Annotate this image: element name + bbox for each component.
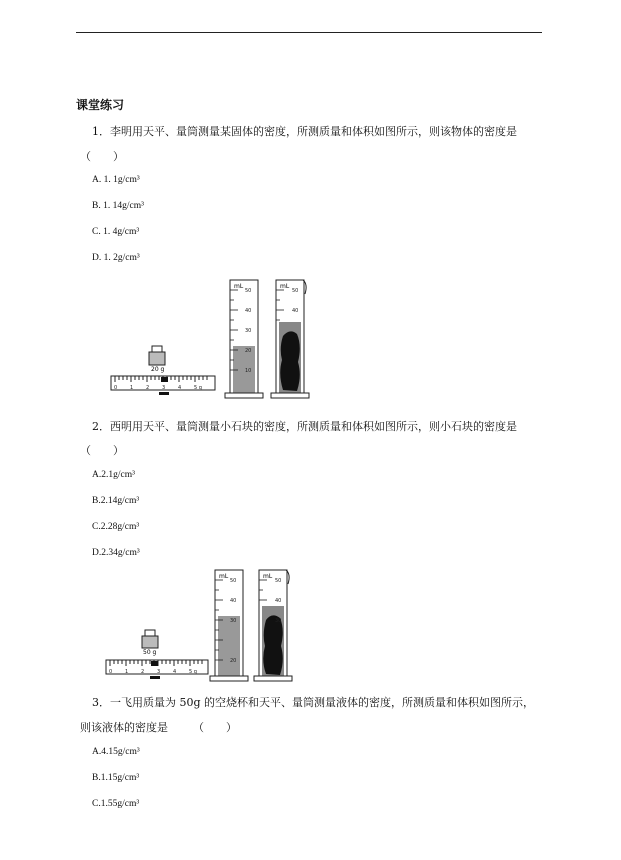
scale-tick-1: 1: [130, 385, 134, 391]
question-2-stem: 2．西明用天平、量筒测量小石块的密度，所测质量和体积如图所示，则小石块的密度是: [92, 420, 517, 433]
measuring-cylinder-1: [225, 280, 263, 398]
cylinder-1-tick-10: 10: [245, 368, 252, 374]
weight-label: 20 g: [151, 366, 165, 373]
question-3-option-c: C.1.55g/cm³: [92, 799, 140, 809]
question-3-option-b: B.1.15g/cm³: [92, 773, 140, 783]
measuring-cylinder-2: [254, 570, 292, 681]
question-1-stem: 1．李明用天平、量筒测量某固体的密度，所测质量和体积如图所示，则该物体的密度是: [92, 125, 517, 138]
cylinder-1-tick-40: 40: [230, 598, 237, 604]
measuring-cylinder-1: [210, 570, 248, 681]
question-2-option-a: A.2.1g/cm³: [92, 470, 135, 480]
cylinder-1-tick-50: 50: [230, 578, 237, 584]
scale-tick-0: 0: [109, 669, 113, 675]
scale-tick-2: 2: [141, 669, 145, 675]
scale-tick-3: 3: [157, 669, 161, 675]
question-1-option-c: C. 1. 4g/cm³: [92, 227, 140, 237]
cylinder-1-tick-40: 40: [245, 308, 252, 314]
question-2-option-c: C.2.28g/cm³: [92, 522, 140, 532]
cylinder-2-tick-30: 30: [275, 618, 282, 624]
cylinder-2-tick-50: 50: [275, 578, 282, 584]
weight-icon: [142, 630, 158, 648]
weight-label: 50 g: [143, 649, 157, 656]
cylinder-2-unit: mL: [263, 573, 273, 580]
question-3-blank: （ ）: [193, 721, 237, 734]
question-1-option-d: D. 1. 2g/cm³: [92, 253, 140, 263]
header-rule: [76, 32, 542, 33]
question-1-blank: （ ）: [80, 150, 124, 163]
weight-icon: [149, 346, 165, 365]
section-title: 课堂练习: [76, 98, 125, 112]
question-1-option-b: B. 1. 14g/cm³: [92, 201, 144, 211]
scale-tick-4: 4: [178, 385, 182, 391]
cylinder-1-tick-50: 50: [245, 288, 252, 294]
cylinder-1-tick-30: 30: [245, 328, 252, 334]
cylinder-1-tick-30: 30: [230, 618, 237, 624]
scale-tick-4: 4: [173, 669, 177, 675]
scale-tick-2: 2: [146, 385, 150, 391]
cylinder-1-tick-20: 20: [230, 658, 237, 664]
scale-tick-1: 1: [125, 669, 129, 675]
cylinder-1-tick-20: 20: [245, 348, 252, 354]
question-2-option-d: D.2.34g/cm³: [92, 548, 140, 558]
scale-tick-5: 5 g: [189, 669, 197, 675]
question-1-option-a: A. 1. 1g/cm³: [92, 175, 140, 185]
cylinder-1-unit: mL: [234, 283, 244, 290]
question-2-figure: [100, 568, 300, 686]
question-3-stem-line2: 则该液体的密度是: [80, 721, 168, 734]
scale-tick-3: 3: [162, 385, 166, 391]
scale-tick-5: 5 g: [194, 385, 202, 391]
measuring-cylinder-2: [271, 280, 309, 398]
cylinder-2-tick-40: 40: [275, 598, 282, 604]
scale-tick-0: 0: [114, 385, 118, 391]
question-3-option-a: A.4.15g/cm³: [92, 747, 140, 757]
question-3-stem: 3．一飞用质量为 50g 的空烧杯和天平、量筒测量液体的密度，所测质量和体积如图所示，: [92, 696, 535, 709]
cylinder-2-unit: mL: [280, 283, 290, 290]
question-2-blank: （ ）: [80, 444, 124, 457]
question-1-figure: [105, 276, 325, 404]
question-2-option-b: B.2.14g/cm³: [92, 496, 140, 506]
cylinder-2-tick-50: 50: [292, 288, 299, 294]
cylinder-1-unit: mL: [219, 573, 229, 580]
cylinder-2-tick-40: 40: [292, 308, 299, 314]
